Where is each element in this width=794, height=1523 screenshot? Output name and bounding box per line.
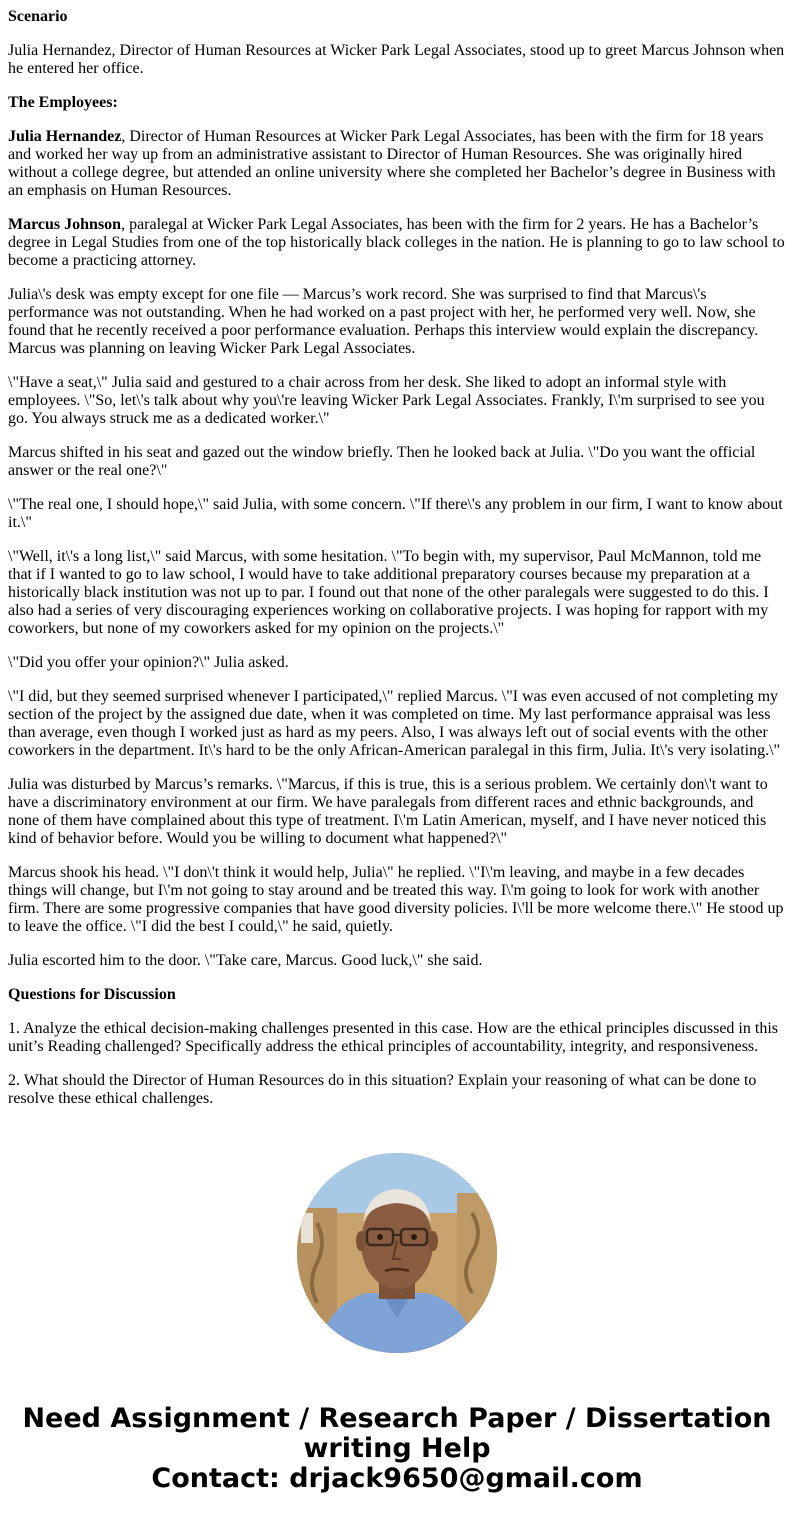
document-body [8,8,786,1124]
story-paragraph: Marcus shifted in his seat and gazed out the window briefly. Then he looked back at Julia. \"Do you want the official answer or the real one?\" [8,444,756,479]
story-paragraph: \"I did, but they seemed surprised whenever I participated,\" replied Marcus. \"I was even accused of not completing my section of the project by the assigned due date, when it was completed on time. My last performance appraisal was less than average, even though I worked just as hard as my peers. Also, I was always left out of social events with the other coworkers in the department. It\'s hard to be the only African-American paralegal in this firm, Julia. It\'s very isolating.\" [8,688,781,759]
story-paragraph: \"Did you offer your opinion?\" Julia asked. [8,654,289,671]
story-paragraph: \"The real one, I should hope,\" said Julia, with some concern. \"If there\'s any problem in our firm, I want to know about it.\" [8,496,783,531]
julia-desc: , Director of Human Resources at Wicker Park Legal Associates, has been with the firm for 18 years and worked her way up from an administrative assistant to Director of Human Resources. She was originally hired without a college degree, but attended an online university where she completed her Bachelor’s degree in Business with an emphasis on Human Resources. [8,128,776,199]
scenario-heading: Scenario [8,8,68,25]
marcus-desc: , paralegal at Wicker Park Legal Associates, has been with the firm for 2 years. He has a Bachelor’s degree in Legal Studies from one of the top historically black colleges in the nation. He is planning to go to law school to become a practicing attorney. [8,216,785,269]
question-item: 1. Analyze the ethical decision-making challenges presented in this case. How are the ethical principles discussed in this unit’s Reading challenged? Specifically address the ethical principles of accountability, integrity, and responsiveness. [8,1020,778,1055]
author-avatar [297,1153,497,1353]
promo-line: writing Help [303,1433,491,1464]
marcus-name: Marcus Johnson [8,216,122,233]
employees-heading: The Employees: [8,94,118,111]
story-paragraph: Julia\'s desk was empty except for one file — Marcus’s work record. She was surprised to find that Marcus\'s performance was not outstanding. When he had worked on a past project with her, he performed very well. Now, she found that he recently received a poor performance evaluation. Perhaps this interview would explain the discrepancy. Marcus was planning on leaving Wicker Park Legal Associates. [8,286,759,357]
question-item: 2. What should the Director of Human Resources do in this situation? Explain your reasoning of what can be done to resolve these ethical challenges. [8,1072,757,1107]
promo-line: Need Assignment / Research Paper / Dissertation [22,1403,772,1434]
julia-bio [8,128,786,200]
author-portrait-image [297,1153,497,1353]
promo-contact: Contact: drjack9650@gmail.com [151,1463,643,1494]
questions-heading: Questions for Discussion [8,986,176,1003]
story-paragraph: Julia escorted him to the door. \"Take care, Marcus. Good luck,\" she said. [8,952,483,969]
promo-banner [0,1404,794,1494]
marcus-bio [8,216,786,270]
story-paragraph: \"Well, it\'s a long list,\" said Marcus, with some hesitation. \"To begin with, my supervisor, Paul McMannon, told me that if I wanted to go to law school, I would have to take additional preparatory courses because my preparation at a historically black institution was not up to par. I found out that none of the other paralegals were suggested to do this. I also had a series of very discouraging experiences working on collaborative projects. I was hoping for rapport with my coworkers, but none of my coworkers asked for my opinion on the projects.\" [8,548,769,637]
story-paragraph: Marcus shook his head. \"I don\'t think it would help, Julia\" he replied. \"I\'m leaving, and maybe in a few decades things will change, but I\'m not going to stay around and be treated this way. I\'m going to look for work with another firm. There are some progressive companies that have good diversity policies. I\'ll be more welcome there.\" He stood up to leave the office. \"I did the best I could,\" he said, quietly. [8,864,784,935]
julia-name: Julia Hernandez [8,128,122,145]
scenario-intro: Julia Hernandez, Director of Human Resources at Wicker Park Legal Associates, stood up to greet Marcus Johnson when he entered her office. [8,42,785,77]
story-paragraph: Julia was disturbed by Marcus’s remarks. \"Marcus, if this is true, this is a serious problem. We certainly don\'t want to have a discriminatory environment at our firm. We have paralegals from different races and ethnic backgrounds, and none of them have complained about this type of treatment. I\'m Latin American, myself, and I have never noticed this kind of behavior before. Would you be willing to document what happened?\" [8,776,768,847]
story-paragraph: \"Have a seat,\" Julia said and gestured to a chair across from her desk. She liked to adopt an informal style with employees. \"So, let\'s talk about why you\'re leaving Wicker Park Legal Associates. Frankly, I\'m surprised to see you go. You always struck me as a dedicated worker.\" [8,374,765,427]
